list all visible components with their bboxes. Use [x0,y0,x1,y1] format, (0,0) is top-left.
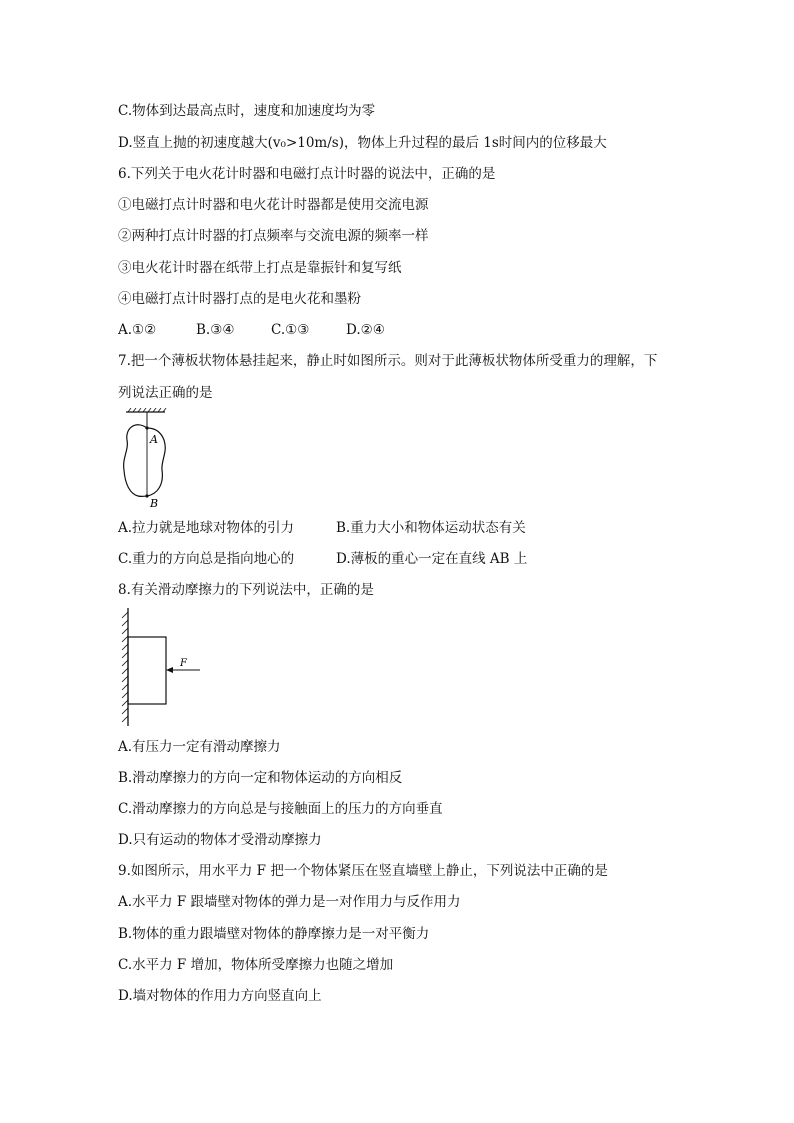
q9-option-d: D.墙对物体的作用力方向竖直向上 [118,988,322,1004]
q6-statement-4: ④电磁打点计时器打点的是电火花和墨粉 [118,291,361,307]
q7-option-a: A.拉力就是地球对物体的引力 [118,520,295,536]
q8-option-a: A.有压力一定有滑动摩擦力 [118,739,281,755]
q7-stem-line2: 列说法正确的是 [118,385,213,401]
q8-option-c: C.滑动摩擦力的方向总是与接触面上的压力的方向垂直 [118,801,443,817]
q7-option-d: D.薄板的重心一定在直线 AB 上 [336,551,528,567]
q5-option-c: C.物体到达最高点时，速度和加速度均为零 [118,103,376,119]
q6-option-d: D.②④ [346,322,385,338]
q8-wall-block-figure [116,606,206,728]
q6-statement-3: ③电火花计时器在纸带上打点是靠振针和复写纸 [118,260,402,276]
q7-option-b: B.重力大小和物体运动状态有关 [336,520,526,536]
q6-option-a: A.①② [118,322,157,338]
plate-outline [124,425,166,497]
q9-option-a: A.水平力 F 跟墙壁对物体的弹力是一对作用力与反作用力 [118,894,461,910]
q9-option-b: B.物体的重力跟墙壁对物体的静摩擦力是一对平衡力 [118,926,430,942]
q6-statement-1: ①电磁打点计时器和电火花计时器都是使用交流电源 [118,197,429,213]
q7-stem-line1: 7.把一个薄板状物体悬挂起来，静止时如图所示。则对于此薄板状物体所受重力的理解，下 [118,353,658,369]
point-b-label: B [150,497,159,510]
q6-stem: 6.下列关于电火花计时器和电磁打点计时器的说法中，正确的是 [118,166,496,182]
q6-option-b: B.③④ [196,322,235,338]
q7-hanging-plate-figure [112,408,182,512]
q5-option-d: D.竖直上抛的初速度越大(v₀>10m/s)，物体上升过程的最后 1s时间内的位移最大 [118,135,607,151]
q9-option-c: C.水平力 F 增加，物体所受摩擦力也随之增加 [118,957,394,973]
force-f-label: F [180,658,187,669]
q8-stem: 8.有关滑动摩擦力的下列说法中，正确的是 [118,582,374,598]
q7-option-c: C.重力的方向总是指向地心的 [118,551,295,567]
point-a-label: A [150,433,158,446]
q9-stem: 9.如图所示，用水平力 F 把一个物体紧压在竖直墙壁上静止，下列说法中正确的是 [118,863,608,879]
q8-option-b: B.滑动摩擦力的方向一定和物体运动的方向相反 [118,770,403,786]
block [128,637,166,704]
q6-statement-2: ②两种打点计时器的打点频率与交流电源的频率一样 [118,228,429,244]
q6-option-c: C.①③ [271,322,310,338]
q8-option-d: D.只有运动的物体才受滑动摩擦力 [118,832,322,848]
